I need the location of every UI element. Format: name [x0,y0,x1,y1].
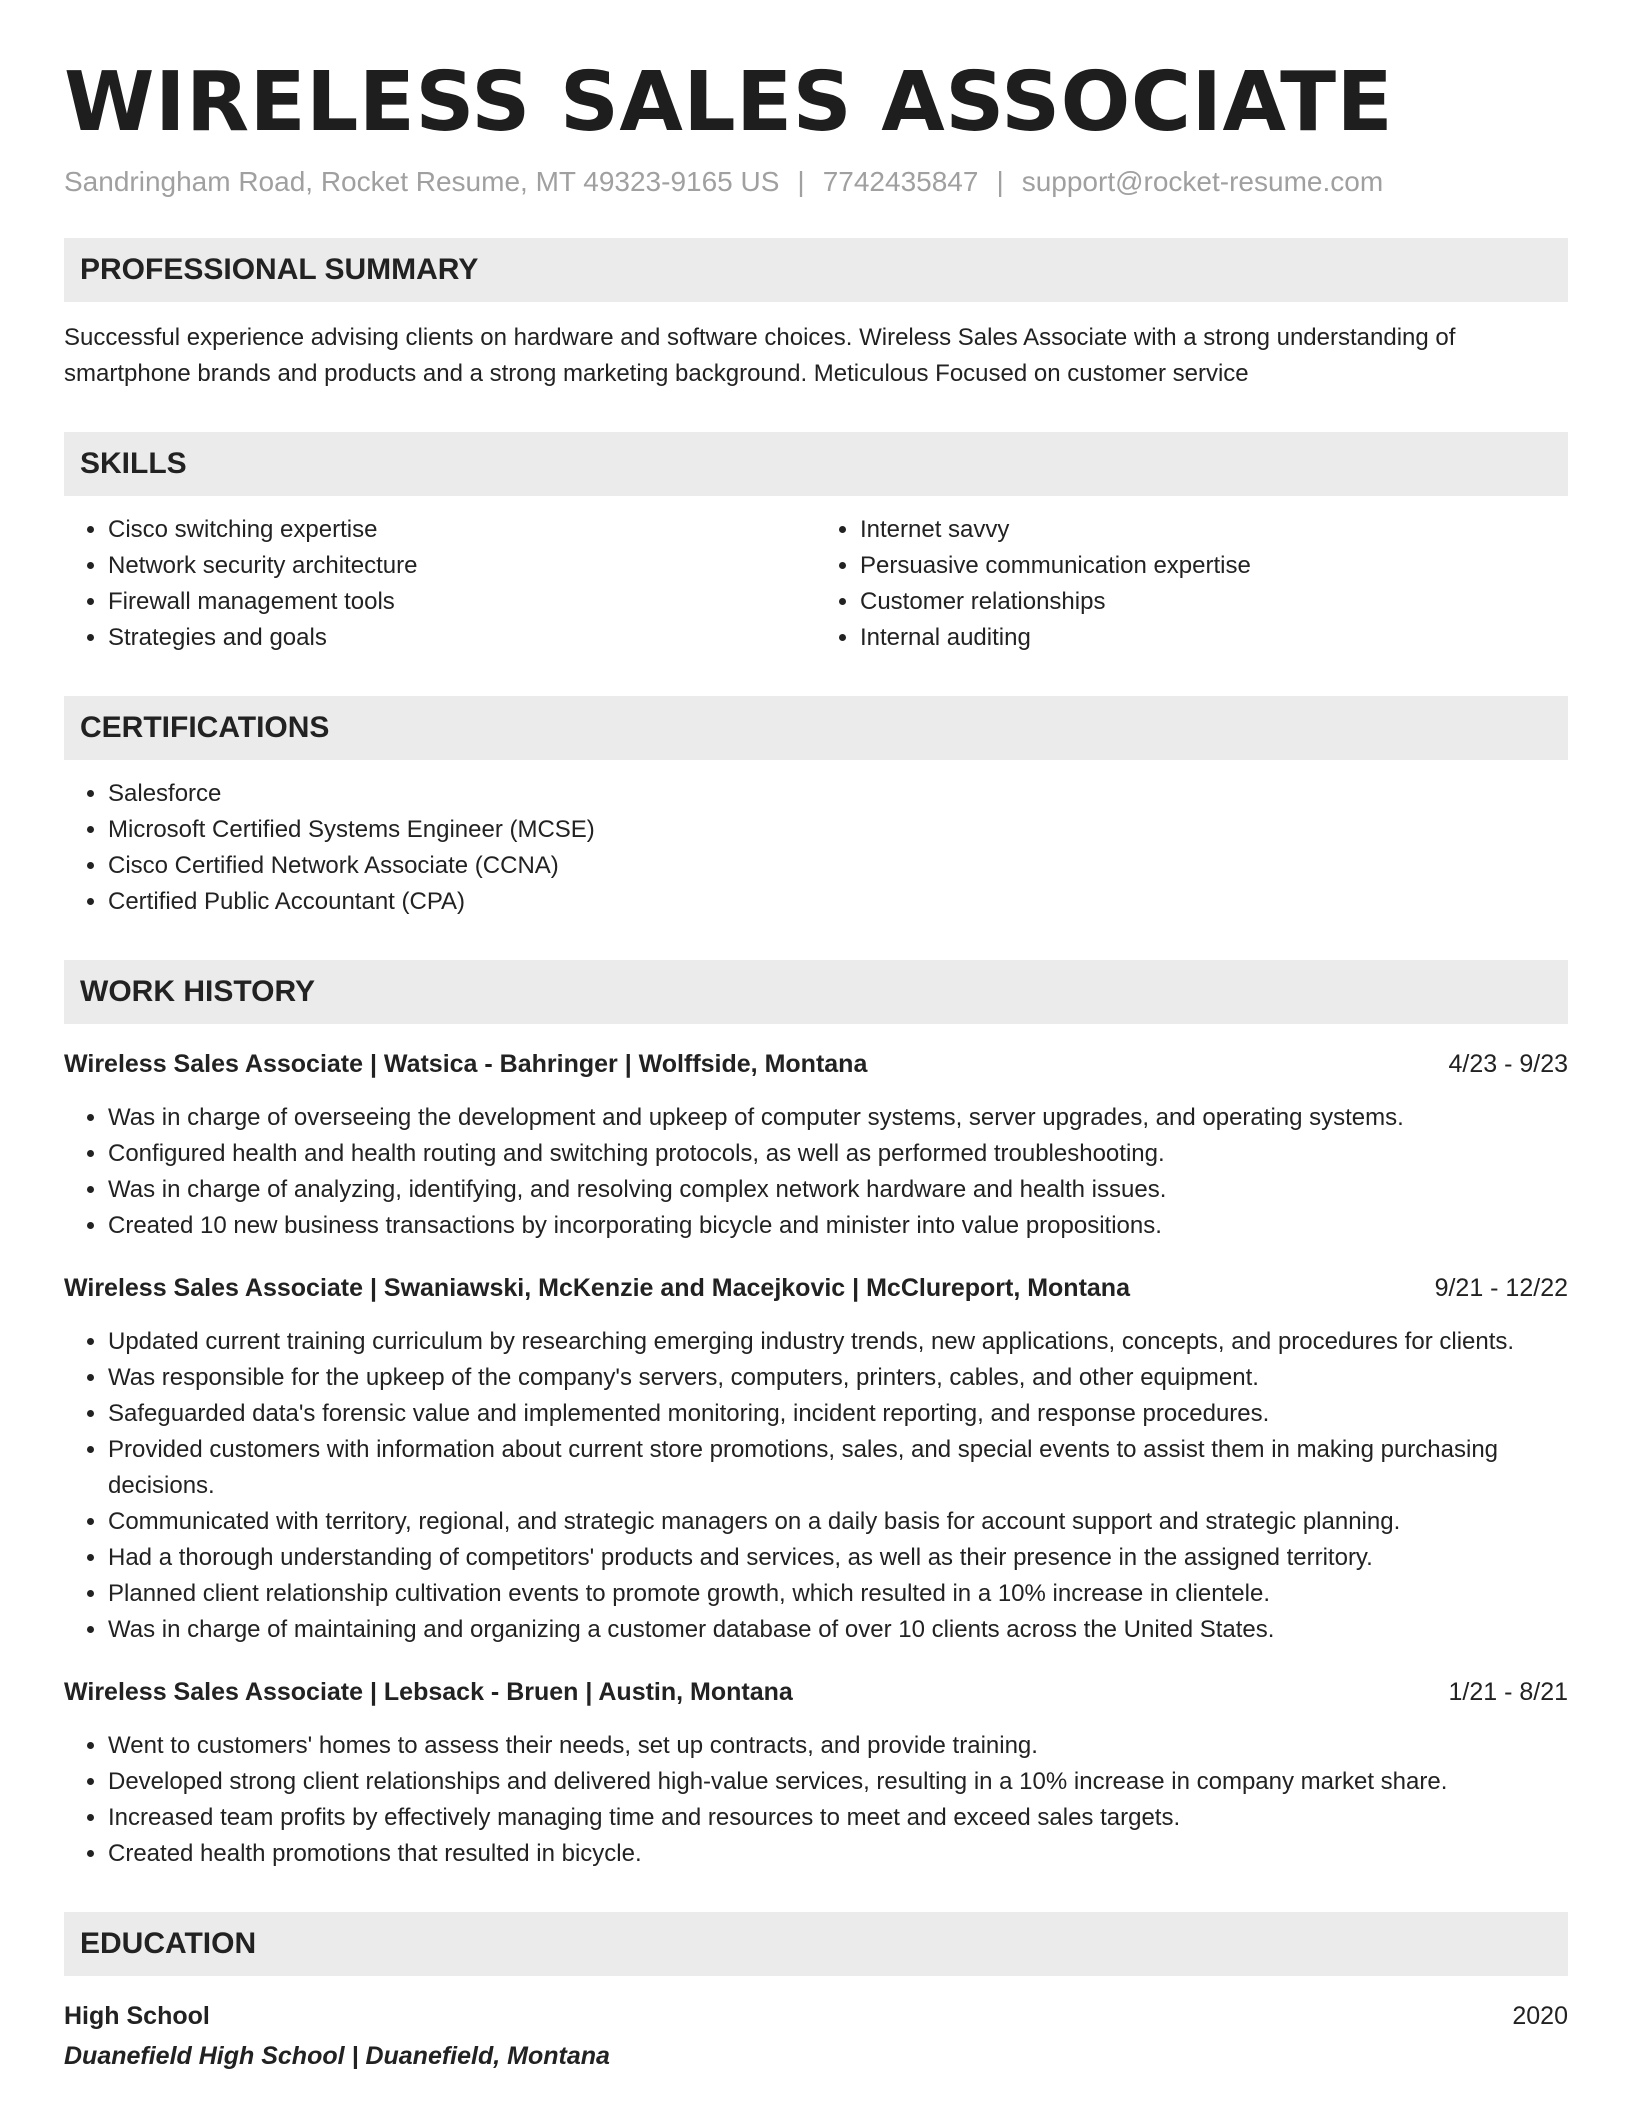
job-bullet: • Was in charge of overseeing the development and upkeep of computer systems, server upgrades, and operating systems. [108,1100,1568,1136]
job-bullet: • Created health promotions that resulted in bicycle. [108,1836,1568,1872]
job-bullet: • Configured health and health routing and switching protocols, as well as performed troubleshooting. [108,1136,1568,1172]
certification-item: • Microsoft Certified Systems Engineer (MCSE) [108,812,1568,848]
section-heading-education: EDUCATION [64,1912,1568,1976]
job-bullets [64,1728,1568,1872]
job-bullet: • Safeguarded data's forensic value and implemented monitoring, incident reporting, and response procedures. [108,1396,1568,1432]
certification-item: • Certified Public Accountant (CPA) [108,884,1568,920]
job-bullet: • Was in charge of maintaining and organizing a customer database of over 10 clients across the United States. [108,1612,1568,1648]
education-header [64,1998,1568,2034]
section-heading-certifications: CERTIFICATIONS [64,696,1568,760]
job-bullet: • Had a thorough understanding of competitors' products and services, as well as their presence in the assigned territory. [108,1540,1568,1576]
skills-list [64,512,1568,656]
skill-item: • Customer relationships [860,584,1568,620]
job-entry [64,1270,1568,1648]
job-bullets [64,1324,1568,1648]
skill-item: • Cisco switching expertise [108,512,816,548]
job-bullet: • Communicated with territory, regional, and strategic managers on a daily basis for account support and strategic planning. [108,1504,1568,1540]
summary-text: Successful experience advising clients on hardware and software choices. Wireless Sales Associate with a strong understanding of smartphone brands and products and a strong marketing background. Meticulous Focused on customer service [64,324,1456,388]
skill-item: • Persuasive communication expertise [860,548,1568,584]
phone: 7742435847 [822,166,979,198]
skill-item: • Network security architecture [108,548,816,584]
job-bullet: • Updated current training curriculum by researching emerging industry trends, new applications, concepts, and procedures for clients. [108,1324,1568,1360]
page-title: WIRELESS SALES ASSOCIATE [64,55,1394,150]
skills-column-right [816,512,1568,656]
separator: | [797,166,805,198]
skill-item: • Internal auditing [860,620,1568,656]
job-title: Wireless Sales Associate | Swaniawski, McKenzie and Macejkovic | McClureport, Montana [64,1274,1130,1303]
job-bullet: • Was responsible for the upkeep of the company's servers, computers, printers, cables, and other equipment. [108,1360,1568,1396]
email-link[interactable]: support@rocket-resume.com [1021,166,1384,198]
job-entry [64,1674,1568,1872]
job-dates: 1/21 - 8/21 [1448,1678,1568,1707]
skill-item: • Strategies and goals [108,620,816,656]
certifications-list [64,776,1568,920]
job-bullet: • Created 10 new business transactions by incorporating bicycle and minister into value propositions. [108,1208,1568,1244]
job-bullet: • Was in charge of analyzing, identifying, and resolving complex network hardware and health issues. [108,1172,1568,1208]
education-school: Duanefield High School | Duanefield, Montana [64,2042,610,2071]
job-bullet: • Increased team profits by effectively managing time and resources to meet and exceed sales targets. [108,1800,1568,1836]
job-title: Wireless Sales Associate | Lebsack - Bruen | Austin, Montana [64,1678,793,1707]
separator: | [996,166,1004,198]
job-bullet: • Planned client relationship cultivation events to promote growth, which resulted in a 10% increase in clientele. [108,1576,1568,1612]
job-entry [64,1046,1568,1244]
education-degree: High School [64,2002,210,2031]
job-bullet: • Developed strong client relationships and delivered high-value services, resulting in a 10% increase in company market share. [108,1764,1568,1800]
section-heading-work-history: WORK HISTORY [64,960,1568,1024]
contact-line [64,166,1568,198]
job-header [64,1046,1568,1082]
job-header [64,1674,1568,1710]
skill-item: • Firewall management tools [108,584,816,620]
job-dates: 4/23 - 9/23 [1448,1050,1568,1079]
education-year: 2020 [1512,2002,1568,2031]
skills-column-left [64,512,816,656]
job-bullet: • Went to customers' homes to assess their needs, set up contracts, and provide training. [108,1728,1568,1764]
section-heading-skills: SKILLS [64,432,1568,496]
job-bullet: • Provided customers with information about current store promotions, sales, and special events to assist them in making purchasing decisions. [108,1432,1568,1504]
address: Sandringham Road, Rocket Resume, MT 49323-9165 US [64,166,780,198]
job-bullets [64,1100,1568,1244]
job-title: Wireless Sales Associate | Watsica - Bahringer | Wolffside, Montana [64,1050,868,1079]
job-header [64,1270,1568,1306]
skill-item: • Internet savvy [860,512,1568,548]
section-heading-summary: PROFESSIONAL SUMMARY [64,238,1568,302]
certification-item: • Cisco Certified Network Associate (CCNA) [108,848,1568,884]
job-dates: 9/21 - 12/22 [1434,1274,1568,1303]
certification-item: • Salesforce [108,776,1568,812]
